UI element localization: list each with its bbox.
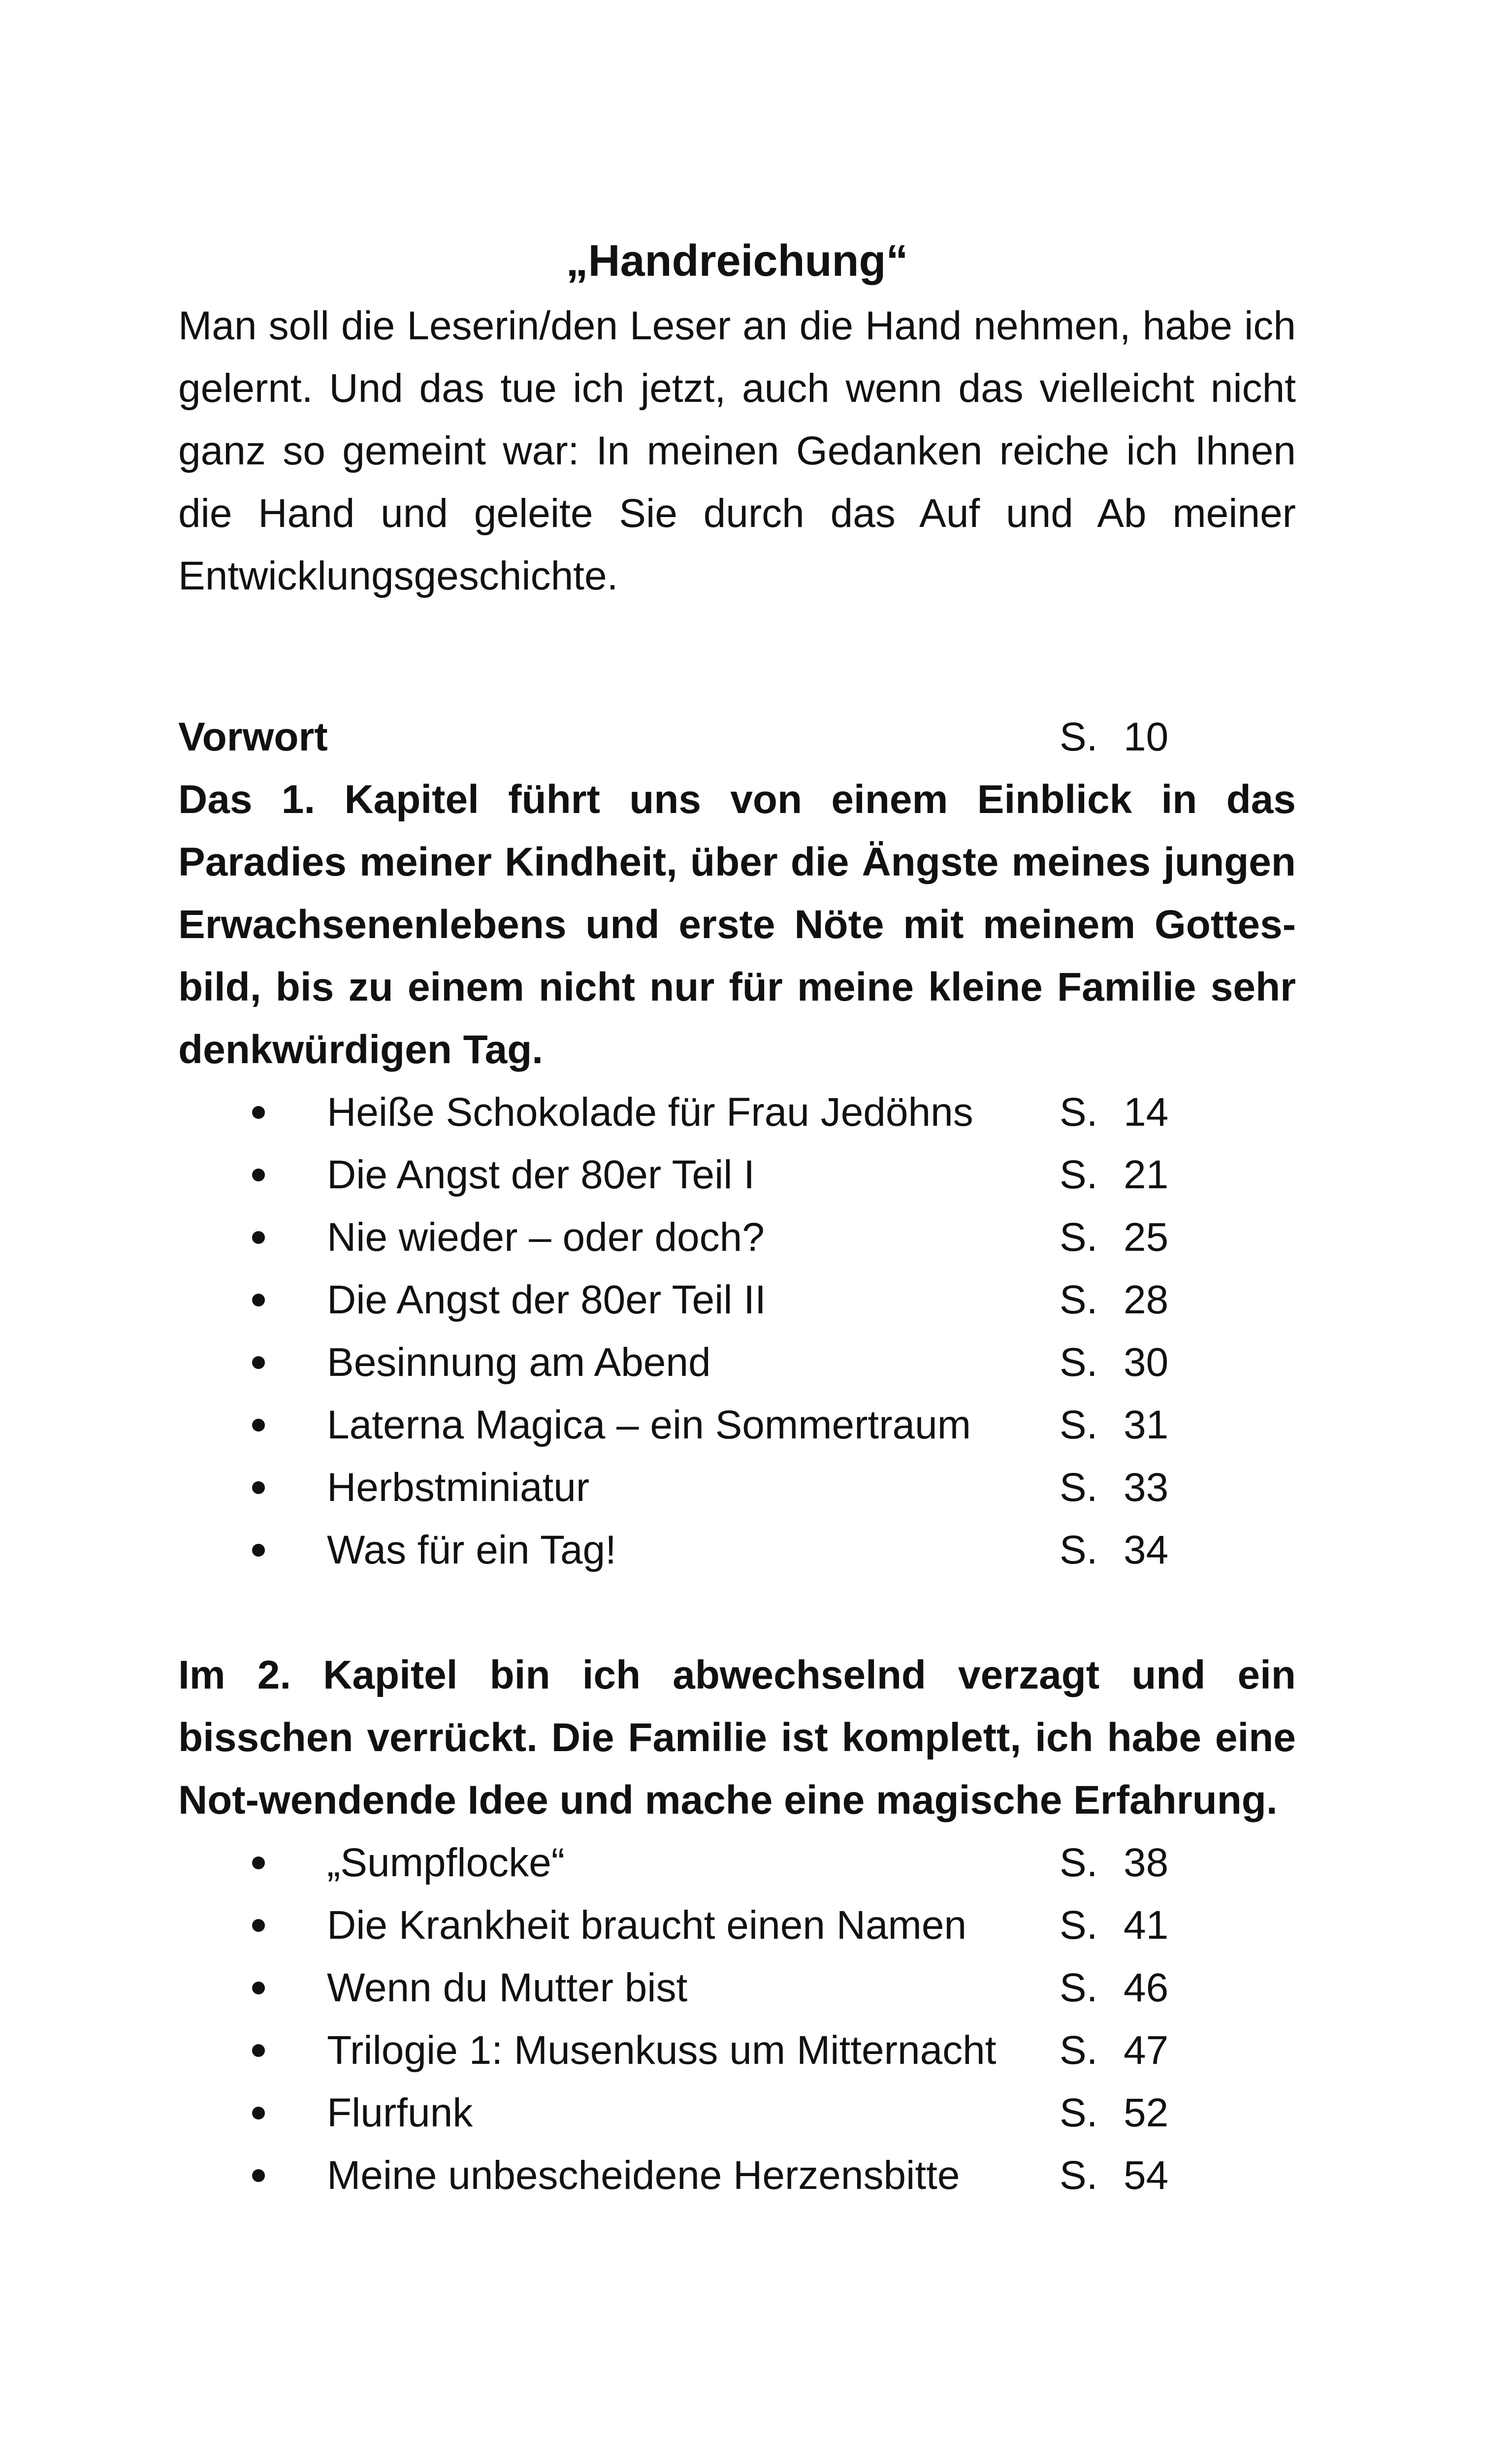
bullet-icon (252, 2044, 265, 2057)
bullet-icon (252, 1419, 265, 1432)
entry-title: Wenn du Mutter bist (327, 1965, 688, 2010)
bullet-icon (252, 1919, 265, 1932)
page-number: 10 (1124, 715, 1169, 759)
entry-title: „Sumpflocke“ (327, 1840, 565, 1885)
bullet-icon (252, 1481, 265, 1494)
toc-entry (178, 1206, 1296, 1269)
entry-title: Trilogie 1: Musenkuss um Mitternacht (327, 2028, 997, 2073)
page-prefix: S. (1060, 1903, 1098, 1948)
page-number: 21 (1124, 1152, 1169, 1197)
toc-entry (178, 1831, 1296, 1894)
bullet-icon (252, 1106, 265, 1119)
bullet-icon (252, 1231, 265, 1244)
toc-entry (178, 2082, 1296, 2144)
toc-entry (178, 1394, 1296, 1456)
bullet-icon (252, 2107, 265, 2119)
toc-entry (178, 1143, 1296, 1206)
entry-title: Meine unbescheidene Herzensbitte (327, 2153, 960, 2198)
bullet-icon (252, 1544, 265, 1557)
entry-title: Die Angst der 80er Teil I (327, 1152, 755, 1197)
spacer (178, 607, 1296, 706)
page-prefix: S. (1060, 2090, 1098, 2135)
page-prefix: S. (1060, 1340, 1098, 1385)
page-number: 47 (1124, 2028, 1169, 2073)
chapter-2-description: Im 2. Kapitel bin ich abwechselnd verzagt und ein bisschen verrückt. Die Familie ist komplett, ich habe eine Not-wendende Idee und mache eine magische Erfahrung. (178, 1653, 1296, 1823)
bullet-icon (252, 1982, 265, 1994)
toc-entry (178, 2019, 1296, 2082)
page-number: 54 (1124, 2153, 1169, 2198)
toc-entry (178, 1269, 1296, 1331)
chapter-1-entries (178, 1081, 1296, 1581)
toc-entry (178, 1956, 1296, 2019)
toc-entry (178, 1331, 1296, 1394)
spacer (178, 1581, 1296, 1644)
entry-title: Was für ein Tag! (327, 1528, 616, 1572)
bullet-icon (252, 1857, 265, 1869)
page-prefix: S. (1060, 715, 1098, 759)
page-prefix: S. (1060, 1402, 1098, 1447)
entry-title: Die Angst der 80er Teil II (327, 1277, 766, 1322)
entry-title: Heiße Schokolade für Frau Jedöhns (327, 1090, 973, 1135)
toc-entry-vorwort (178, 706, 1296, 768)
page-number: 41 (1124, 1903, 1169, 1948)
page-prefix: S. (1060, 2028, 1098, 2073)
intro-paragraph: Man soll die Leserin/den Leser an die Hand nehmen, habe ich gelernt. Und das tue ich jetzt, auch wenn das vielleicht nicht ganz so gemeint war: In meinen Gedanken reiche ich Ihnen die Hand und geleite Sie durch das Auf und Ab meiner Entwicklungsgeschichte. (178, 303, 1296, 598)
bullet-icon (252, 1169, 265, 1181)
page-number: 34 (1124, 1528, 1169, 1572)
entry-title: Besinnung am Abend (327, 1340, 711, 1385)
page-prefix: S. (1060, 1152, 1098, 1197)
page-prefix: S. (1060, 2153, 1098, 2198)
entry-title: Herbstminiatur (327, 1465, 590, 1510)
page-title: „Handreichung“ (566, 236, 908, 286)
vorwort-label: Vorwort (178, 715, 328, 759)
page-number: 38 (1124, 1840, 1169, 1885)
entry-title: Flurfunk (327, 2090, 473, 2135)
bullet-icon (252, 1356, 265, 1369)
chapter-2-entries (178, 1831, 1296, 2207)
entry-title: Nie wieder – oder doch? (327, 1215, 765, 1260)
page-prefix: S. (1060, 1090, 1098, 1135)
bullet-icon (252, 1294, 265, 1306)
page-number: 30 (1124, 1340, 1169, 1385)
page-number: 25 (1124, 1215, 1169, 1260)
chapter-1-description: Das 1. Kapitel führt uns von einem Einblick in das Paradies meiner Kindheit, über die Ängste meines jungen Erwachsenenlebens und erste Nöte mit meinem Gottes-bild, bis zu einem nicht nur für meine kleine Familie sehr denkwürdigen Tag. (178, 777, 1296, 1072)
page-number: 28 (1124, 1277, 1169, 1322)
page-number: 31 (1124, 1402, 1169, 1447)
toc-entry (178, 1456, 1296, 1519)
page-number: 33 (1124, 1465, 1169, 1510)
toc-entry (178, 1081, 1296, 1143)
page-prefix: S. (1060, 1528, 1098, 1572)
bullet-icon (252, 2169, 265, 2182)
page-prefix: S. (1060, 1465, 1098, 1510)
page-number: 46 (1124, 1965, 1169, 2010)
page-prefix: S. (1060, 1965, 1098, 2010)
page-prefix: S. (1060, 1277, 1098, 1322)
toc-entry (178, 1894, 1296, 1956)
entry-title: Laterna Magica – ein Sommertraum (327, 1402, 971, 1447)
page-number: 14 (1124, 1090, 1169, 1135)
page-prefix: S. (1060, 1840, 1098, 1885)
entry-title: Die Krankheit braucht einen Namen (327, 1903, 967, 1948)
page-prefix: S. (1060, 1215, 1098, 1260)
toc-entry (178, 1519, 1296, 1581)
toc-entry (178, 2144, 1296, 2207)
document-page (178, 231, 1296, 2207)
page-number: 52 (1124, 2090, 1169, 2135)
